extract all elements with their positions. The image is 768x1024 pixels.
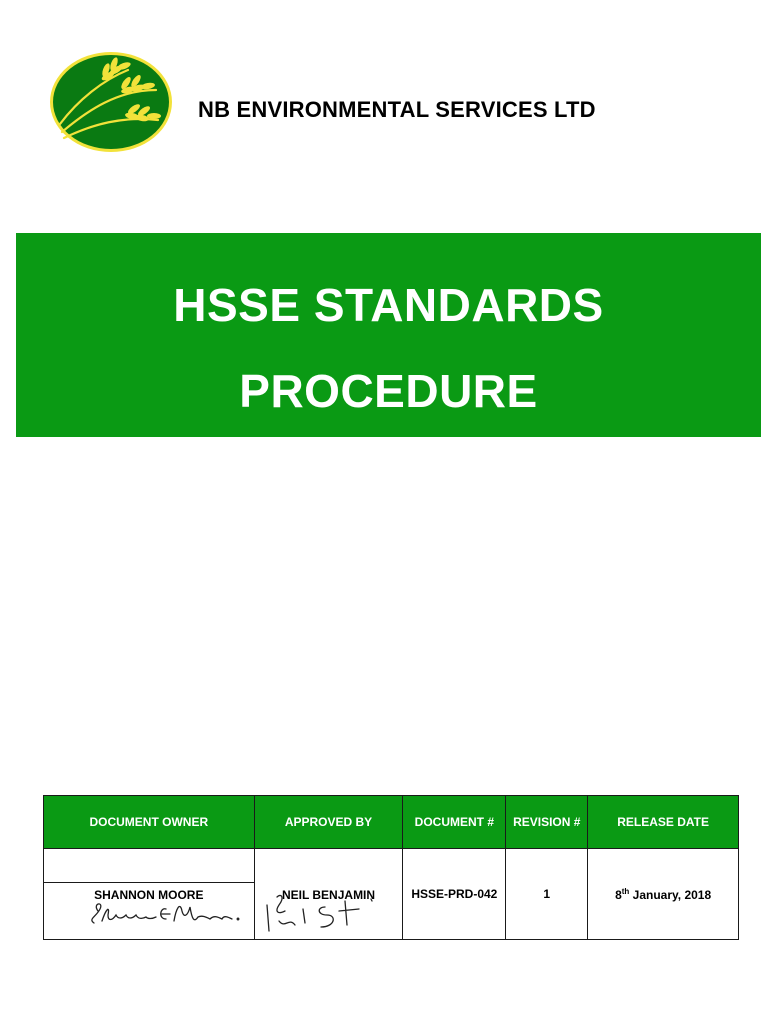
release-date-cell xyxy=(588,849,739,940)
approver-signature xyxy=(259,885,399,939)
approved-by-cell xyxy=(254,849,403,940)
approver-name: NEIL BENJAMIN xyxy=(281,888,376,902)
header-document-owner: DOCUMENT OWNER xyxy=(44,796,255,849)
header-revision: REVISION # xyxy=(506,796,588,849)
company-logo xyxy=(48,50,174,154)
table-row xyxy=(44,849,739,940)
document-owner-cell xyxy=(44,849,255,940)
table-header-row xyxy=(44,796,739,849)
document-number-cell: HSSE-PRD-042 xyxy=(403,849,506,940)
header-release-date: RELEASE DATE xyxy=(588,796,739,849)
header-approved-by: APPROVED BY xyxy=(254,796,403,849)
owner-name: SHANNON MOORE xyxy=(94,888,204,902)
release-date-suffix: th xyxy=(621,886,630,896)
company-name: NB ENVIRONMENTAL SERVICES LTD xyxy=(198,97,596,122)
release-date-rest: January, 2018 xyxy=(629,887,712,902)
owner-signature xyxy=(48,885,248,935)
title-banner xyxy=(16,233,761,437)
document-control-table xyxy=(43,795,739,940)
revision-cell: 1 xyxy=(506,849,588,940)
document-title-line2: PROCEDURE xyxy=(239,365,538,417)
document-title-line1: HSSE STANDARDS xyxy=(173,279,604,331)
header-document-number: DOCUMENT # xyxy=(403,796,506,849)
divider xyxy=(44,882,254,883)
release-date-day: 8 xyxy=(615,887,622,902)
